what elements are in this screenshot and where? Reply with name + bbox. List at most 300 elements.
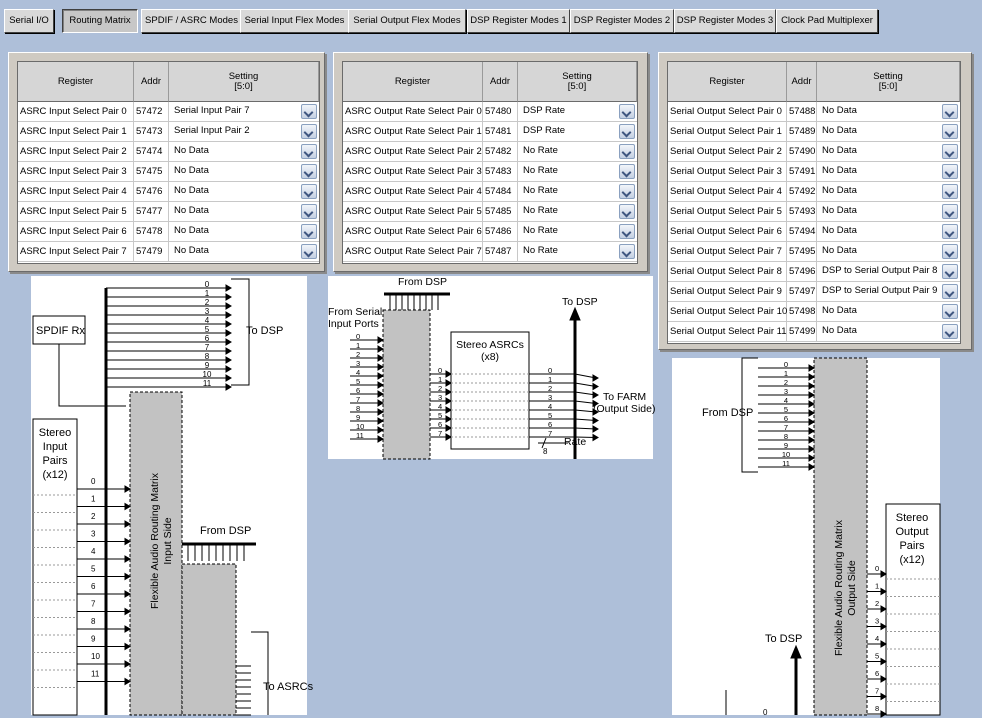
asrc-out-label: 7: [548, 429, 553, 438]
right-dsp-arrow: [809, 428, 814, 434]
setting-value: No Data: [174, 185, 209, 196]
setting-value: No Rate: [523, 225, 558, 236]
setting-dropdown[interactable]: [817, 302, 960, 321]
tab-dsp-register-modes-1[interactable]: DSP Register Modes 1: [467, 9, 570, 33]
serial-line-label: 8: [356, 404, 361, 413]
register-addr: 57487: [483, 242, 518, 261]
right-dsp-label: 9: [783, 441, 789, 450]
setting-dropdown[interactable]: [817, 102, 960, 121]
register-addr: 57484: [483, 182, 518, 201]
output-line-label: 8: [875, 704, 880, 713]
register-name: ASRC Output Rate Select Pair 2: [343, 142, 483, 161]
serial-arrow: [378, 373, 383, 379]
chevron-down-icon[interactable]: [942, 104, 958, 119]
setting-header-label: Setting: [562, 70, 592, 82]
register-name: Serial Output Select Pair 2: [668, 142, 787, 161]
input-arrow: [125, 486, 130, 492]
asrc-out-label: 3: [548, 393, 553, 402]
asrc-svg: [328, 276, 656, 459]
output-arrow: [881, 571, 886, 577]
serial-line-label: 0: [356, 332, 361, 341]
table-row: [18, 242, 319, 262]
chevron-down-icon[interactable]: [619, 144, 635, 159]
table-row: [18, 102, 319, 122]
setting-dropdown[interactable]: [169, 242, 319, 261]
table-row: [18, 182, 319, 202]
asrc-out-label: 4: [548, 402, 553, 411]
setting-value: DSP Rate: [523, 125, 566, 136]
chevron-down-icon[interactable]: [942, 204, 958, 219]
asrc-out-label: 0: [548, 366, 553, 375]
setting-dropdown[interactable]: [518, 122, 637, 141]
register-name: Serial Output Select Pair 8: [668, 262, 787, 281]
farm-arrow: [593, 435, 598, 441]
chevron-down-icon[interactable]: [942, 144, 958, 159]
chevron-down-icon[interactable]: [942, 164, 958, 179]
chevron-down-icon[interactable]: [619, 184, 635, 199]
stereo-input-label-1: Stereo: [38, 427, 72, 439]
dsp-arrow: [226, 285, 231, 291]
right-dsp-arrow: [809, 365, 814, 371]
register-name: Serial Output Select Pair 9: [668, 282, 787, 301]
right-dsp-label: 6: [783, 414, 789, 423]
setting-dropdown[interactable]: [518, 102, 637, 121]
dsp-line-label: 0: [204, 280, 210, 289]
output-routing-svg: [672, 358, 940, 715]
input-arrow: [125, 626, 130, 632]
register-name: Serial Output Select Pair 1: [668, 122, 787, 141]
output-line-label: 6: [875, 669, 880, 678]
output-arrow: [881, 659, 886, 665]
setting-value: Serial Input Pair 7: [174, 105, 250, 116]
serial-arrow: [378, 355, 383, 361]
dsp-arrow: [226, 384, 231, 390]
register-name: ASRC Input Select Pair 1: [18, 122, 134, 141]
right-dsp-label: 0: [783, 360, 789, 369]
register-name: ASRC Output Rate Select Pair 7: [343, 242, 483, 261]
table-row: [668, 122, 960, 142]
stereo-input-label-4: (x12): [42, 469, 68, 481]
tab-clock-pad-multiplexer[interactable]: Clock Pad Multiplexer: [776, 9, 878, 33]
input-line-label: 3: [91, 529, 96, 539]
setting-dropdown[interactable]: [817, 142, 960, 161]
table-row: [343, 202, 637, 222]
tab-spdif-asrc-modes[interactable]: SPDIF / ASRC Modes: [141, 9, 242, 33]
register-name: Serial Output Select Pair 5: [668, 202, 787, 221]
dsp-line-label: 4: [204, 316, 210, 325]
serial-line-label: 5: [356, 377, 361, 386]
dsp-line-label: 6: [204, 334, 210, 343]
input-line-label: 6: [91, 582, 96, 591]
table-row: [343, 222, 637, 242]
chevron-down-icon[interactable]: [301, 204, 317, 219]
setting-header-bits: [5:0]: [878, 80, 898, 92]
dsp-arrow: [226, 339, 231, 345]
chevron-down-icon[interactable]: [942, 264, 958, 279]
table-row: [668, 302, 960, 322]
input-arrow: [125, 661, 130, 667]
setting-value: No Data: [822, 225, 857, 236]
register-addr: 57499: [787, 322, 817, 341]
stereo-input-label-2: Input: [42, 441, 68, 453]
stereo-output-label-4: (x12): [899, 554, 925, 566]
asrc-out-label: 6: [548, 420, 553, 429]
setting-value: No Data: [822, 245, 857, 256]
table-row: [668, 142, 960, 162]
input-arrow: [125, 609, 130, 615]
register-addr: 57494: [787, 222, 817, 241]
setting-dropdown[interactable]: [817, 242, 960, 261]
serial-line-label: 4: [356, 368, 361, 377]
output-arrow: [881, 606, 886, 612]
setting-dropdown[interactable]: [817, 282, 960, 301]
spdif-label: SPDIF Rx: [36, 325, 85, 337]
register-name: ASRC Input Select Pair 5: [18, 202, 134, 221]
dsp-arrow: [226, 357, 231, 363]
setting-value: Serial Input Pair 2: [174, 125, 250, 136]
register-addr: 57480: [483, 102, 518, 121]
register-addr: 57492: [787, 182, 817, 201]
serial-line-label: 7: [356, 395, 361, 404]
to-farm-label-2: (Output Side): [593, 403, 656, 415]
register-table: [17, 61, 320, 264]
dsp-line-label: 9: [204, 361, 210, 370]
register-addr: 57495: [787, 242, 817, 261]
dsp-line-label: 11: [202, 379, 212, 388]
dsp-line-label: 3: [204, 307, 210, 316]
chevron-down-icon[interactable]: [301, 104, 317, 119]
serial-arrow: [378, 400, 383, 406]
register-name: ASRC Output Rate Select Pair 3: [343, 162, 483, 181]
table-row: [343, 162, 637, 182]
setting-dropdown[interactable]: [518, 202, 637, 221]
right-bottom-label: 0: [763, 708, 768, 717]
asrc-in-arrow: [446, 389, 451, 395]
right-dsp-arrow: [809, 410, 814, 416]
register-name: ASRC Input Select Pair 3: [18, 162, 134, 181]
asrc-output-rate-panel: [333, 52, 648, 272]
setting-value: No Data: [822, 325, 857, 336]
table-row: [343, 122, 637, 142]
right-dsp-arrow: [809, 464, 814, 470]
chevron-down-icon[interactable]: [942, 304, 958, 319]
right-to-dsp-label: To DSP: [765, 633, 803, 645]
register-addr: 57483: [483, 162, 518, 181]
setting-dropdown[interactable]: [817, 162, 960, 181]
serial-arrow: [378, 418, 383, 424]
column-header-setting: [169, 62, 319, 102]
input-line-label: 5: [91, 564, 96, 574]
column-header-addr: Addr: [483, 62, 518, 102]
farm-arrow: [593, 375, 598, 381]
register-addr: 57498: [787, 302, 817, 321]
setting-dropdown[interactable]: [817, 262, 960, 281]
column-header-setting: [518, 62, 637, 102]
input-routing-diagram: [31, 276, 314, 715]
right-dsp-arrow: [809, 455, 814, 461]
setting-dropdown[interactable]: [518, 162, 637, 181]
asrc-feed-block: [182, 564, 236, 715]
right-dsp-arrow: [809, 419, 814, 425]
input-line-label: 1: [91, 494, 96, 504]
input-arrow: [125, 539, 130, 545]
register-addr: 57497: [787, 282, 817, 301]
serial-line-label: 3: [356, 359, 361, 368]
chevron-down-icon[interactable]: [619, 204, 635, 219]
serial-arrow: [378, 409, 383, 415]
setting-value: No Data: [822, 105, 857, 116]
serial-arrow: [378, 391, 383, 397]
serial-line-label: 1: [356, 341, 361, 350]
register-name: ASRC Output Rate Select Pair 4: [343, 182, 483, 201]
asrc-in-arrow: [446, 434, 451, 440]
asrc-in-label: 6: [438, 420, 443, 429]
register-name: Serial Output Select Pair 3: [668, 162, 787, 181]
output-arrow: [881, 589, 886, 595]
table-row: [668, 282, 960, 302]
column-header-setting: [817, 62, 960, 102]
setting-dropdown[interactable]: [817, 182, 960, 201]
register-name: ASRC Input Select Pair 6: [18, 222, 134, 241]
dsp-arrow: [226, 321, 231, 327]
input-arrow: [125, 679, 130, 685]
chevron-down-icon[interactable]: [619, 164, 635, 179]
setting-dropdown[interactable]: [518, 222, 637, 241]
setting-dropdown[interactable]: [169, 122, 319, 141]
chevron-down-icon[interactable]: [301, 244, 317, 259]
tab-dsp-register-modes-3[interactable]: DSP Register Modes 3: [674, 9, 776, 33]
column-header-register: Register: [668, 62, 787, 102]
input-line-label: 7: [91, 599, 96, 609]
serial-arrow: [378, 436, 383, 442]
chevron-down-icon[interactable]: [301, 224, 317, 239]
register-addr: 57489: [787, 122, 817, 141]
farm-arrow: [593, 426, 598, 432]
setting-value: No Rate: [523, 205, 558, 216]
setting-dropdown[interactable]: [169, 222, 319, 241]
serial-line-label: 10: [356, 422, 365, 431]
register-name: Serial Output Select Pair 11: [668, 322, 787, 341]
chevron-down-icon[interactable]: [619, 124, 635, 139]
register-addr: 57490: [787, 142, 817, 161]
register-addr: 57486: [483, 222, 518, 241]
table-row: [668, 202, 960, 222]
input-line-label: 9: [91, 634, 96, 644]
setting-dropdown[interactable]: [169, 102, 319, 121]
output-arrow: [881, 641, 886, 647]
table-row: [668, 182, 960, 202]
register-name: ASRC Input Select Pair 7: [18, 242, 134, 261]
asrc-out-label: 5: [548, 411, 553, 420]
setting-dropdown[interactable]: [817, 122, 960, 141]
asrc-in-arrow: [446, 371, 451, 377]
chevron-down-icon[interactable]: [301, 144, 317, 159]
asrc-in-label: 2: [438, 384, 443, 393]
setting-value: No Data: [174, 245, 209, 256]
right-dsp-label: 1: [783, 369, 789, 378]
serial-line-label: 11: [356, 431, 364, 440]
right-dsp-arrow: [809, 437, 814, 443]
input-routing-svg: [31, 276, 314, 715]
serial-output-select-panel: [658, 52, 972, 350]
chevron-down-icon[interactable]: [942, 244, 958, 259]
to-dsp-arrow: [570, 308, 580, 320]
stereo-asrcs-label-1: Stereo ASRCs: [456, 339, 524, 351]
chevron-down-icon[interactable]: [942, 124, 958, 139]
setting-value: No Data: [174, 165, 209, 176]
chevron-down-icon[interactable]: [619, 244, 635, 259]
column-header-addr: Addr: [787, 62, 817, 102]
dsp-line-label: 5: [204, 325, 210, 334]
right-dsp-label: 8: [783, 432, 789, 441]
table-row: [343, 102, 637, 122]
register-addr: 57479: [134, 242, 169, 261]
table-row: [668, 262, 960, 282]
chevron-down-icon[interactable]: [942, 184, 958, 199]
setting-dropdown[interactable]: [817, 322, 960, 341]
chevron-down-icon[interactable]: [301, 124, 317, 139]
register-name: Serial Output Select Pair 6: [668, 222, 787, 241]
register-name: ASRC Input Select Pair 0: [18, 102, 134, 121]
register-addr: 57478: [134, 222, 169, 241]
setting-dropdown[interactable]: [518, 142, 637, 161]
output-line-label: 1: [875, 581, 880, 591]
input-line-label: 10: [91, 652, 100, 661]
output-arrow: [881, 711, 886, 717]
asrc-in-label: 3: [438, 393, 443, 402]
register-name: Serial Output Select Pair 0: [668, 102, 787, 121]
serial-arrow: [378, 364, 383, 370]
rate-bits-label: 8: [543, 447, 548, 456]
setting-value: No Data: [822, 125, 857, 136]
setting-value: No Rate: [523, 245, 558, 256]
asrc-in-arrow: [446, 407, 451, 413]
setting-value: No Data: [174, 225, 209, 236]
tab-routing-matrix[interactable]: Routing Matrix: [62, 9, 138, 33]
stereo-output-label-3: Pairs: [899, 540, 925, 552]
serial-arrow: [378, 382, 383, 388]
setting-dropdown[interactable]: [817, 222, 960, 241]
to-dsp-label: To DSP: [246, 325, 284, 337]
input-arrow: [125, 504, 130, 510]
chevron-down-icon[interactable]: [619, 224, 635, 239]
chevron-down-icon[interactable]: [301, 164, 317, 179]
register-table: [342, 61, 638, 264]
setting-dropdown[interactable]: [169, 142, 319, 161]
column-header-register: Register: [18, 62, 134, 102]
asrc-in-arrow: [446, 425, 451, 431]
output-line-label: 2: [875, 599, 880, 608]
register-name: ASRC Output Rate Select Pair 0: [343, 102, 483, 121]
asrc-in-label: 7: [438, 429, 443, 438]
output-line-label: 5: [875, 651, 880, 661]
setting-dropdown[interactable]: [169, 202, 319, 221]
serial-line-label: 9: [356, 413, 361, 422]
output-arrow: [881, 676, 886, 682]
table-row: [343, 182, 637, 202]
farm-arrow: [593, 384, 598, 390]
register-addr: 57496: [787, 262, 817, 281]
stereo-output-label-1: Stereo: [895, 512, 929, 524]
chevron-down-icon[interactable]: [301, 184, 317, 199]
mid-to-dsp-label: To DSP: [562, 296, 598, 308]
register-addr: 57475: [134, 162, 169, 181]
serial-arrow: [378, 337, 383, 343]
dsp-line-label: 2: [204, 298, 210, 307]
setting-dropdown[interactable]: [518, 182, 637, 201]
register-name: Serial Output Select Pair 7: [668, 242, 787, 261]
setting-dropdown[interactable]: [817, 202, 960, 221]
stereo-output-label-2: Output: [895, 526, 929, 538]
asrc-input-select-panel: [8, 52, 325, 272]
register-table: [667, 61, 961, 344]
setting-value: No Rate: [523, 185, 558, 196]
output-routing-diagram: [672, 358, 940, 715]
from-dsp-label: From DSP: [200, 525, 252, 537]
serial-line-label: 2: [356, 350, 361, 359]
table-row: [18, 122, 319, 142]
farm-arrow: [593, 392, 598, 398]
register-addr: 57476: [134, 182, 169, 201]
to-farm-label-1: To FARM: [603, 391, 647, 403]
setting-value: No Data: [174, 205, 209, 216]
asrc-in-arrow: [446, 416, 451, 422]
output-line-label: 0: [875, 564, 880, 573]
input-arrow: [125, 556, 130, 562]
dsp-arrow: [226, 375, 231, 381]
asrc-in-arrow: [446, 398, 451, 404]
from-serial-label-1: From Serial: [328, 306, 383, 318]
right-dsp-label: 11: [782, 459, 790, 468]
input-line-label: 8: [91, 617, 96, 626]
setting-dropdown[interactable]: [169, 182, 319, 201]
chevron-down-icon[interactable]: [942, 324, 958, 339]
register-addr: 57481: [483, 122, 518, 141]
tab-serial-io[interactable]: Serial I/O: [4, 9, 54, 33]
asrc-in-arrow: [446, 380, 451, 386]
register-name: Serial Output Select Pair 10: [668, 302, 787, 321]
register-addr: 57491: [787, 162, 817, 181]
right-dsp-arrow: [809, 446, 814, 452]
right-dsp-label: 7: [783, 423, 789, 432]
chevron-down-icon[interactable]: [619, 104, 635, 119]
mid-from-dsp-label: From DSP: [398, 276, 448, 288]
input-arrow: [125, 644, 130, 650]
right-dsp-label: 3: [783, 387, 789, 396]
farm-arrow: [593, 418, 598, 424]
output-matrix-label-1: Flexible Audio Routing Matrix: [833, 520, 845, 656]
asrc-in-label: 5: [438, 411, 443, 420]
dsp-line-label: 1: [204, 289, 210, 298]
dsp-arrow: [226, 366, 231, 372]
table-row: [18, 142, 319, 162]
tab-serial-input-flex-modes[interactable]: Serial Input Flex Modes: [240, 9, 349, 33]
register-addr: 57477: [134, 202, 169, 221]
setting-dropdown[interactable]: [169, 162, 319, 181]
right-dsp-label: 5: [783, 405, 789, 414]
right-dsp-label: 2: [783, 378, 789, 387]
tab-dsp-register-modes-2[interactable]: DSP Register Modes 2: [570, 9, 674, 33]
dsp-line-label: 7: [204, 343, 210, 352]
input-line-label: 2: [91, 512, 96, 521]
setting-dropdown[interactable]: [518, 242, 637, 261]
column-header-addr: Addr: [134, 62, 169, 102]
chevron-down-icon[interactable]: [942, 284, 958, 299]
tab-serial-output-flex-modes[interactable]: Serial Output Flex Modes: [348, 9, 466, 33]
chevron-down-icon[interactable]: [942, 224, 958, 239]
table-row: [343, 242, 637, 262]
register-name: ASRC Output Rate Select Pair 5: [343, 202, 483, 221]
